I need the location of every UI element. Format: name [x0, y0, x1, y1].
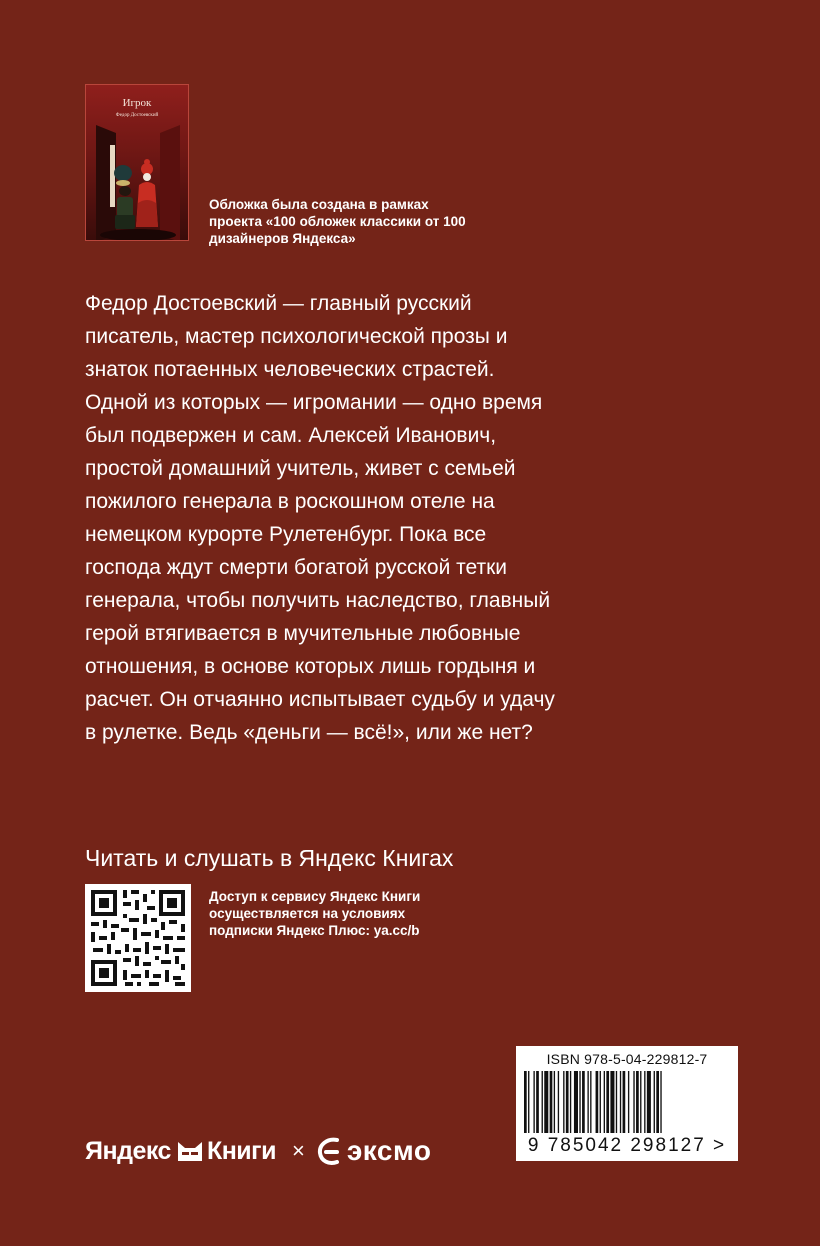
qr-code-icon[interactable]: [85, 884, 191, 992]
isbn-digits: 9 785042 298127 >: [527, 1135, 727, 1156]
brand-logos: [85, 1131, 431, 1171]
books-logo-text: Книги: [206, 1136, 276, 1165]
yandex-logo-text: Яндекс: [85, 1136, 171, 1165]
isbn-label: ISBN 978-5-04-229812-7: [546, 1051, 708, 1067]
yandex-books-cat-icon: [177, 1139, 203, 1163]
eksmo-logo-text: эксмо: [346, 1135, 432, 1166]
thumbnail-title: Игрок: [122, 97, 152, 109]
cover-thumbnail: [85, 84, 189, 241]
times-separator: ×: [291, 1138, 305, 1163]
access-note: Доступ к сервису Яндекс Книги осуществляется на условиях подписки Яндекс Плюс: ya.cc/b: [209, 889, 421, 938]
eksmo-logo-icon: [317, 1136, 343, 1166]
cover-note: Обложка была создана в рамках проекта «100 обложек классики от 100 дизайнеров Яндекса»: [209, 197, 466, 246]
book-description: Федор Достоевский — главный русский писатель, мастер психологической прозы и знаток потаенных человеческих страстей. Одной из которых — игромании — одно время был подвержен и сам. Алексей Иванович, простой домашний учитель, живет с семьей пожилого генерала в роскошном отеле на немецком курорте Рулетенбург. Пока все господа ждут смерти богатой русской тетки генерала, чтобы получить наследство, главный герой втягивается в мучительные любовные отношения, в основе которых лишь гордыня и расчет. Он отчаянно испытывает судьбу и удачу в рулетке. Ведь «деньги — всё!», или же нет?: [85, 292, 555, 744]
isbn-barcode: [516, 1046, 738, 1161]
barcode-icon: [522, 1071, 732, 1133]
thumbnail-author: Федор Достоевский: [115, 113, 159, 118]
read-heading: Читать и слушать в Яндекс Книгах: [85, 845, 454, 871]
